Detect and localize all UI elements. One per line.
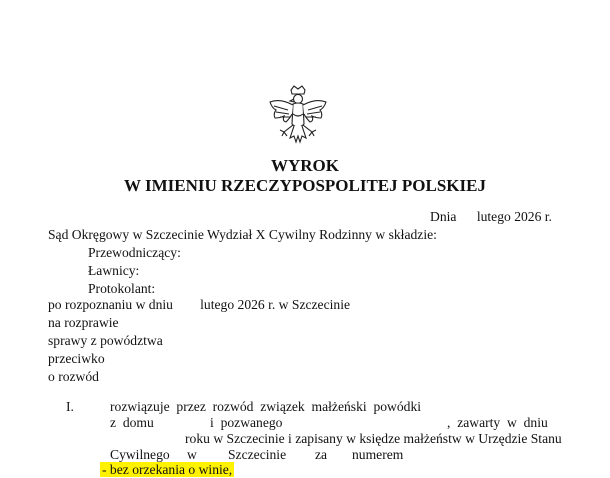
ruling-line-4b: w — [187, 447, 197, 462]
presiding-judge-label: Przewodniczący: — [88, 245, 181, 260]
highlighted-no-fault — [100, 462, 234, 478]
plaintiff-line: sprawy z powództwa — [48, 333, 163, 348]
lay-judges-label: Ławnicy: — [88, 263, 140, 278]
highlight-text: - bez orzekania o winie, — [102, 462, 233, 477]
page-subtitle: W IMIENIU RZECZYPOSPOLITEJ POLSKIEJ — [124, 176, 486, 195]
hearing-date-line: po rozpoznaniu w dniu lutego 2026 r. w Szczecinie — [48, 297, 351, 312]
ruling-line-3: roku w Szczecinie i zapisany w księdze małżeństw w Urzędzie Stanu — [185, 431, 562, 446]
ruling-line-2b: i pozwanego — [210, 415, 283, 430]
polish-eagle-emblem-icon — [266, 84, 330, 150]
case-subject-line: o rozwód — [48, 369, 99, 384]
ruling-number: I. — [66, 399, 74, 414]
ruling-line-4c: Szczecinie — [228, 447, 287, 462]
ruling-line-1: rozwiązuje przez rozwód związek małżeński powódki — [110, 399, 422, 414]
hearing-type-line: na rozprawie — [48, 315, 119, 330]
defendant-line: przeciwko — [48, 351, 105, 366]
ruling-line-4d: za — [315, 447, 328, 462]
ruling-line-2c: , zawarty w dniu — [447, 415, 548, 430]
ruling-line-2a: z domu — [110, 415, 154, 430]
judgment-date: Dnia lutego 2026 r. — [430, 209, 552, 224]
ruling-line-4e: numerem — [352, 447, 404, 462]
clerk-label: Protokolant: — [88, 281, 156, 296]
court-intro: Sąd Okręgowy w Szczecinie Wydział X Cywilny Rodzinny w składzie: — [48, 227, 437, 242]
page-title: WYROK — [271, 156, 339, 175]
ruling-line-4a: Cywilnego — [110, 447, 170, 462]
